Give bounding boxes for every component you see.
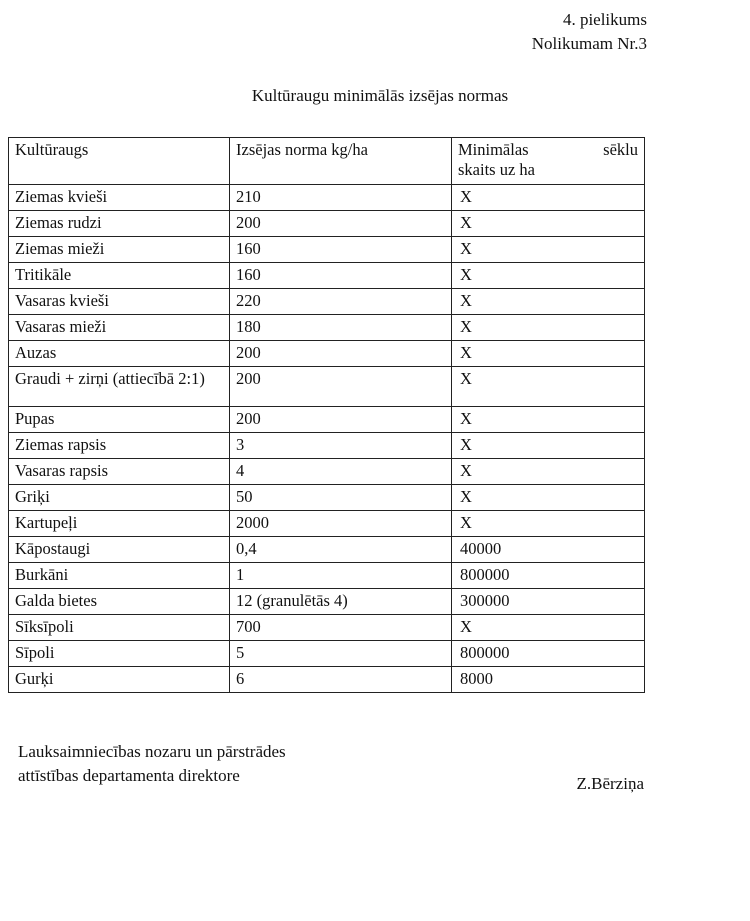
table-row — [9, 667, 645, 693]
cell-rate: 180 — [230, 315, 452, 341]
cell-crop: Sīpoli — [9, 641, 230, 667]
cell-seeds: X — [452, 289, 645, 315]
cell-rate: 3 — [230, 433, 452, 459]
cell-rate: 50 — [230, 485, 452, 511]
cell-rate: 12 (granulētās 4) — [230, 589, 452, 615]
table-row — [9, 433, 645, 459]
cell-crop: Kāpostaugi — [9, 537, 230, 563]
annex-reference — [532, 8, 647, 56]
header-seeds-part1: Minimālas — [458, 140, 529, 159]
cell-seeds: X — [452, 237, 645, 263]
cell-crop: Ziemas rudzi — [9, 211, 230, 237]
cell-seeds: 800000 — [452, 563, 645, 589]
table-row — [9, 185, 645, 211]
cell-seeds: X — [452, 459, 645, 485]
table-row — [9, 315, 645, 341]
cell-crop: Gurķi — [9, 667, 230, 693]
cell-rate: 4 — [230, 459, 452, 485]
cell-crop: Tritikāle — [9, 263, 230, 289]
cell-seeds: X — [452, 263, 645, 289]
cell-crop: Ziemas mieži — [9, 237, 230, 263]
cell-seeds: X — [452, 185, 645, 211]
cell-seeds: X — [452, 211, 645, 237]
cell-crop: Ziemas rapsis — [9, 433, 230, 459]
table-row — [9, 367, 645, 407]
table-header-row — [9, 138, 645, 185]
cell-rate: 220 — [230, 289, 452, 315]
signatory-position — [18, 740, 286, 788]
cell-seeds: X — [452, 615, 645, 641]
cell-crop: Vasaras kvieši — [9, 289, 230, 315]
cell-rate: 160 — [230, 263, 452, 289]
header-crop: Kultūraugs — [9, 138, 230, 185]
header-seeds-part3: skaits uz ha — [458, 160, 535, 179]
cell-crop: Vasaras rapsis — [9, 459, 230, 485]
header-rate: Izsējas norma kg/ha — [230, 138, 452, 185]
cell-seeds: X — [452, 433, 645, 459]
seeding-norms-table — [8, 137, 645, 693]
cell-crop: Vasaras mieži — [9, 315, 230, 341]
table-row — [9, 211, 645, 237]
signatory-name: Z.Bērziņa — [576, 774, 644, 793]
cell-seeds: 800000 — [452, 641, 645, 667]
cell-rate: 200 — [230, 407, 452, 433]
annex-regulation: Nolikumam Nr.3 — [531, 34, 647, 53]
cell-rate: 1 — [230, 563, 452, 589]
cell-seeds: 300000 — [452, 589, 645, 615]
cell-rate: 2000 — [230, 511, 452, 537]
cell-crop: Burkāni — [9, 563, 230, 589]
table-row — [9, 615, 645, 641]
cell-seeds: X — [452, 315, 645, 341]
cell-rate: 200 — [230, 211, 452, 237]
header-seeds — [452, 138, 645, 185]
cell-seeds: X — [452, 511, 645, 537]
cell-crop: Griķi — [9, 485, 230, 511]
table-row — [9, 341, 645, 367]
cell-crop: Pupas — [9, 407, 230, 433]
table-row — [9, 485, 645, 511]
cell-rate: 5 — [230, 641, 452, 667]
cell-rate: 0,4 — [230, 537, 452, 563]
signatory-line2: attīstības departamenta direktore — [18, 766, 240, 785]
table-row — [9, 237, 645, 263]
table-row — [9, 563, 645, 589]
table-row — [9, 511, 645, 537]
cell-rate: 700 — [230, 615, 452, 641]
cell-seeds: X — [452, 407, 645, 433]
cell-crop: Graudi + zirņi (attiecībā 2:1) — [9, 367, 230, 407]
cell-crop: Sīksīpoli — [9, 615, 230, 641]
cell-rate: 210 — [230, 185, 452, 211]
cell-rate: 200 — [230, 341, 452, 367]
cell-rate: 6 — [230, 667, 452, 693]
cell-crop: Galda bietes — [9, 589, 230, 615]
table-row — [9, 289, 645, 315]
cell-rate: 160 — [230, 237, 452, 263]
cell-crop: Kartupeļi — [9, 511, 230, 537]
table-row — [9, 263, 645, 289]
cell-crop: Ziemas kvieši — [9, 185, 230, 211]
cell-seeds: 8000 — [452, 667, 645, 693]
table-row — [9, 407, 645, 433]
table-row — [9, 459, 645, 485]
cell-crop: Auzas — [9, 341, 230, 367]
header-seeds-part2: sēklu — [603, 140, 638, 159]
cell-seeds: X — [452, 485, 645, 511]
signatory-line1: Lauksaimniecības nozaru un pārstrādes — [18, 742, 286, 761]
cell-seeds: X — [452, 341, 645, 367]
cell-seeds: 40000 — [452, 537, 645, 563]
table-row — [9, 641, 645, 667]
annex-number: 4. pielikums — [562, 10, 647, 29]
page-title: Kultūraugu minimālās izsējas normas — [251, 86, 509, 105]
table-row — [9, 537, 645, 563]
cell-rate: 200 — [230, 367, 452, 407]
table-row — [9, 589, 645, 615]
cell-seeds: X — [452, 367, 645, 407]
